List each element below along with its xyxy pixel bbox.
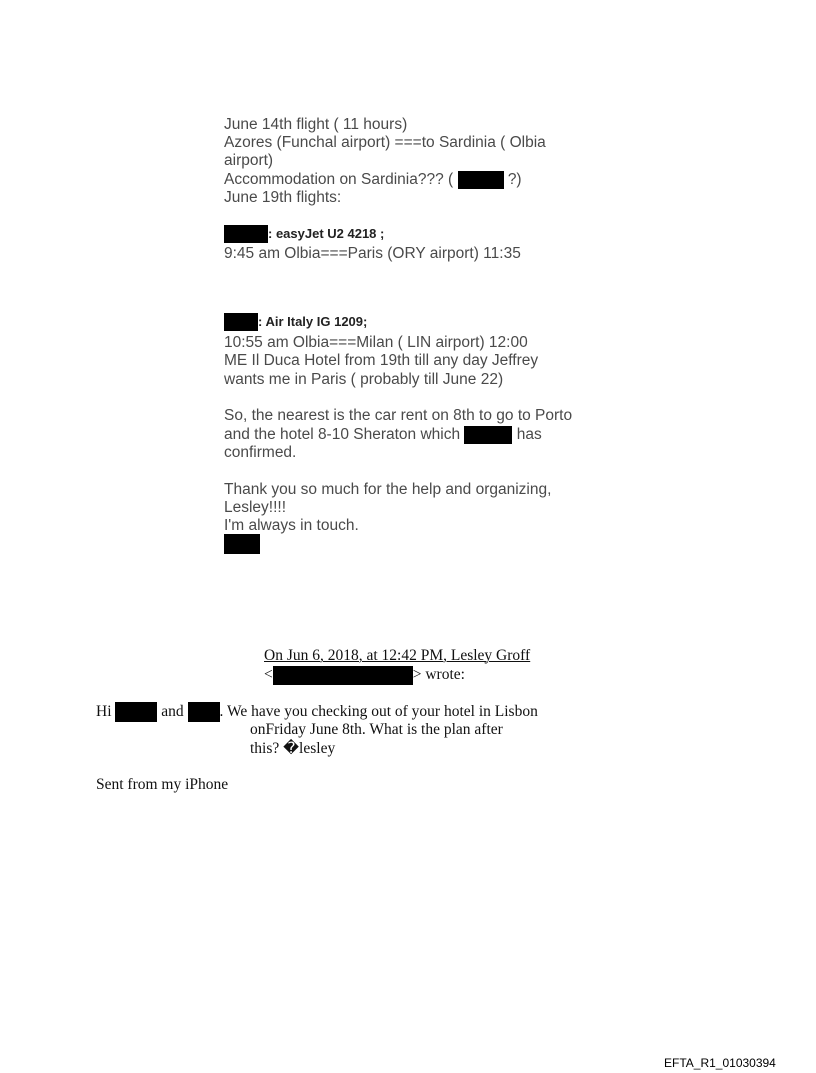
quote-hi: Hi — [96, 703, 112, 720]
redaction-box — [464, 426, 512, 444]
quote-header-1: On Jun 6, 2018, at 12:42 PM, Lesley Groff — [264, 647, 531, 664]
redaction-box — [224, 225, 268, 243]
signature-redaction — [224, 534, 260, 554]
nearest-line-2 — [224, 426, 542, 445]
flight1-header-text: : easyJet U2 4218 ; — [268, 226, 385, 241]
airport-line: airport) — [224, 152, 274, 169]
hotel-line-1: ME Il Duca Hotel from 19th till any day Jeffrey — [224, 352, 539, 369]
quote-and: and — [161, 703, 184, 720]
nearest-end: has — [516, 426, 542, 444]
flight1-header — [224, 224, 384, 244]
redaction-box — [115, 702, 157, 722]
thanks-line-2: Lesley!!!! — [224, 499, 287, 516]
quote-header-2 — [264, 665, 465, 685]
redaction-box — [224, 313, 258, 331]
flight2-header — [224, 312, 367, 332]
quote-body-2: onFriday June 8th. What is the plan after — [250, 721, 503, 738]
flight-june14-line: June 14th flight ( 11 hours) — [224, 116, 408, 133]
accommodation-text: Accommodation on Sardinia??? ( — [224, 171, 454, 189]
quote-wrote: > wrote: — [412, 666, 465, 683]
hotel-line-2: wants me in Paris ( probably till June 22) — [224, 371, 504, 388]
azores-route-line: Azores (Funchal airport) ===to Sardinia ( Olbia — [224, 134, 546, 151]
flight2-route: 10:55 am Olbia===Milan ( LIN airport) 12:00 — [224, 334, 528, 351]
june19-flights-line: June 19th flights: — [224, 189, 342, 206]
nearest-line-1: So, the nearest is the car rent on 8th to go to Porto — [224, 407, 573, 424]
flight1-route: 9:45 am Olbia===Paris (ORY airport) 11:35 — [224, 245, 521, 262]
redaction-box — [458, 171, 504, 189]
redaction-box — [188, 702, 220, 722]
redaction-box — [273, 666, 413, 685]
flight2-header-text: : Air Italy IG 1209; — [258, 314, 368, 329]
sent-from-signature: Sent from my iPhone — [96, 776, 229, 793]
nearest-line-3: confirmed. — [224, 444, 297, 461]
quote-body-3: this? �lesley — [250, 740, 336, 757]
document-id-footer: EFTA_R1_01030394 — [664, 1056, 776, 1070]
quote-body-text: . We have you checking out of your hotel in Lisbon — [219, 703, 538, 720]
thanks-line-3: I'm always in touch. — [224, 517, 359, 534]
accommodation-end: ?) — [507, 171, 522, 189]
thanks-line-1: Thank you so much for the help and organizing, — [224, 481, 552, 498]
nearest-text: and the hotel 8-10 Sheraton which — [224, 426, 461, 444]
quote-lt: < — [264, 666, 273, 683]
accommodation-line — [224, 171, 522, 190]
